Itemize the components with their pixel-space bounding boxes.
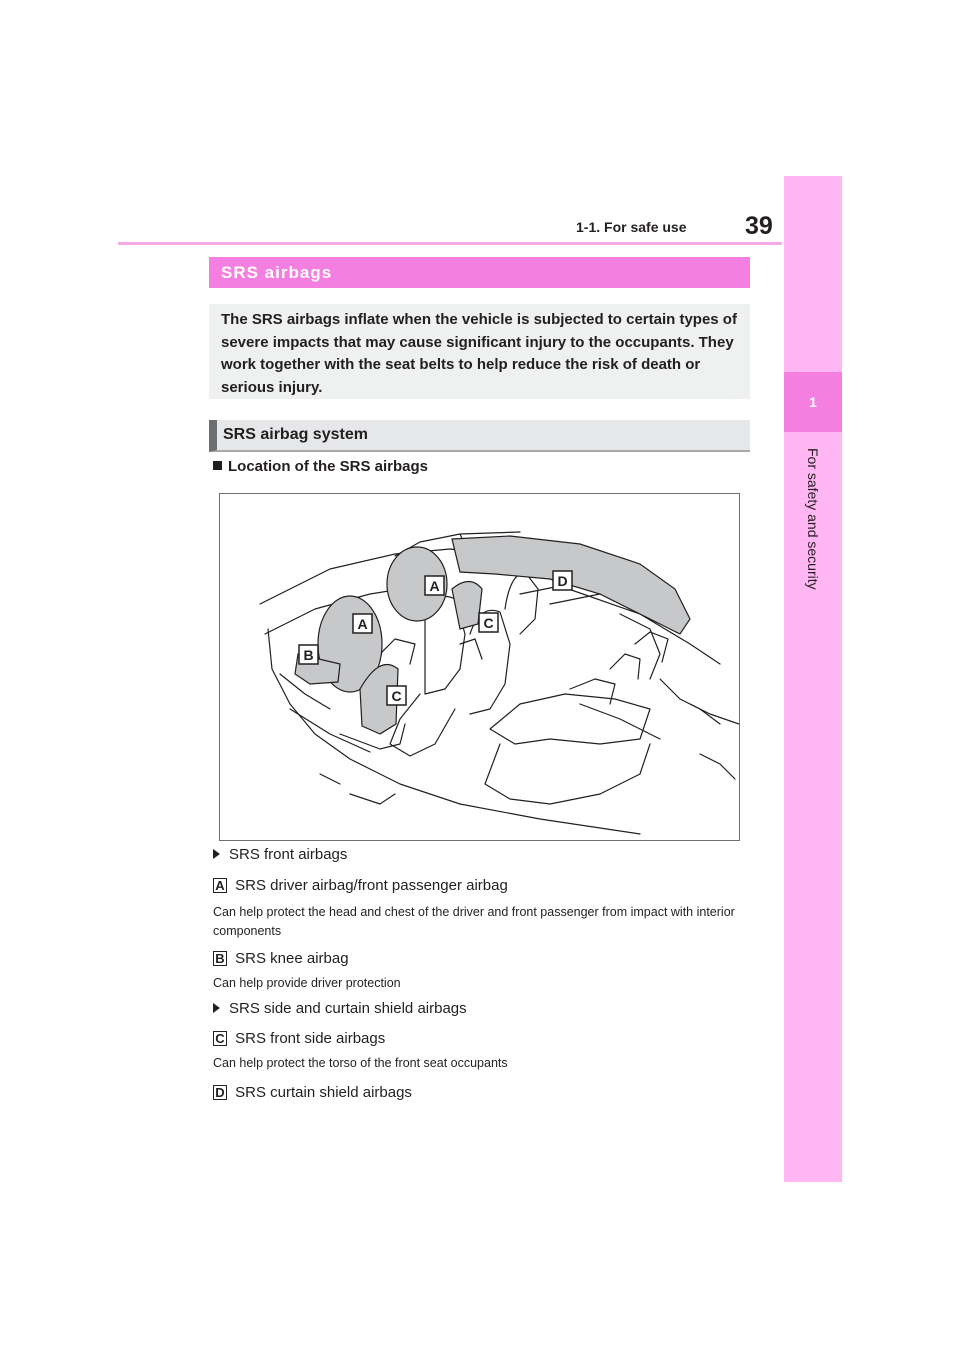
- figure-label-a-driver: A: [357, 616, 368, 632]
- section-reference: 1-1. For safe use: [576, 219, 687, 235]
- group-heading-side-curtain-airbags: [213, 1000, 467, 1017]
- item-title-d: SRS curtain shield airbags: [235, 1084, 412, 1101]
- page-number: 39: [745, 212, 773, 240]
- item-title-c: SRS front side airbags: [235, 1030, 386, 1047]
- figure-label-d: D: [557, 573, 568, 589]
- label-box-a: A: [213, 878, 227, 893]
- item-desc-a: Can help protect the head and chest of the driver and front passenger from impact with interior components: [213, 905, 735, 938]
- chapter-number: 1: [784, 372, 842, 432]
- section-title: SRS airbags: [209, 257, 750, 288]
- label-box-b: B: [213, 951, 227, 966]
- location-title: [213, 458, 428, 475]
- chapter-side-tab: [784, 176, 842, 1182]
- list-item-a: [213, 877, 508, 894]
- group-heading-text: SRS side and curtain shield airbags: [229, 1000, 467, 1017]
- header-rule: [118, 242, 782, 245]
- label-box-c: C: [213, 1031, 227, 1046]
- car-interior-illustration: [220, 494, 739, 840]
- figure-label-c-driver: C: [391, 688, 402, 704]
- subheading: SRS airbag system: [209, 420, 750, 452]
- list-item-c: [213, 1030, 385, 1047]
- airbag-location-figure: [219, 493, 740, 841]
- figure-label-a-passenger: A: [429, 578, 440, 594]
- list-item-d: [213, 1084, 412, 1101]
- item-title-b: SRS knee airbag: [235, 950, 349, 967]
- group-heading-text: SRS front airbags: [229, 846, 348, 863]
- item-desc-c: Can help protect the torso of the front seat occupants: [213, 1056, 508, 1070]
- group-heading-front-airbags: [213, 846, 347, 863]
- item-desc-b: Can help provide driver protection: [213, 976, 401, 990]
- square-bullet-icon: [213, 461, 222, 470]
- list-item-b: [213, 950, 349, 967]
- intro-text: The SRS airbags inflate when the vehicle is subjected to certain types of severe impacts that may cause significant injury to the occupants. They work together with the seat belts to help reduce the risk of death or serious injury.: [209, 304, 750, 399]
- figure-label-c-passenger: C: [483, 615, 494, 631]
- chapter-title: For safety and security: [805, 448, 821, 590]
- item-title-a: SRS driver airbag/front passenger airbag: [235, 877, 508, 894]
- figure-label-b: B: [303, 647, 314, 663]
- location-title-text: Location of the SRS airbags: [228, 458, 429, 475]
- label-box-d: D: [213, 1085, 227, 1100]
